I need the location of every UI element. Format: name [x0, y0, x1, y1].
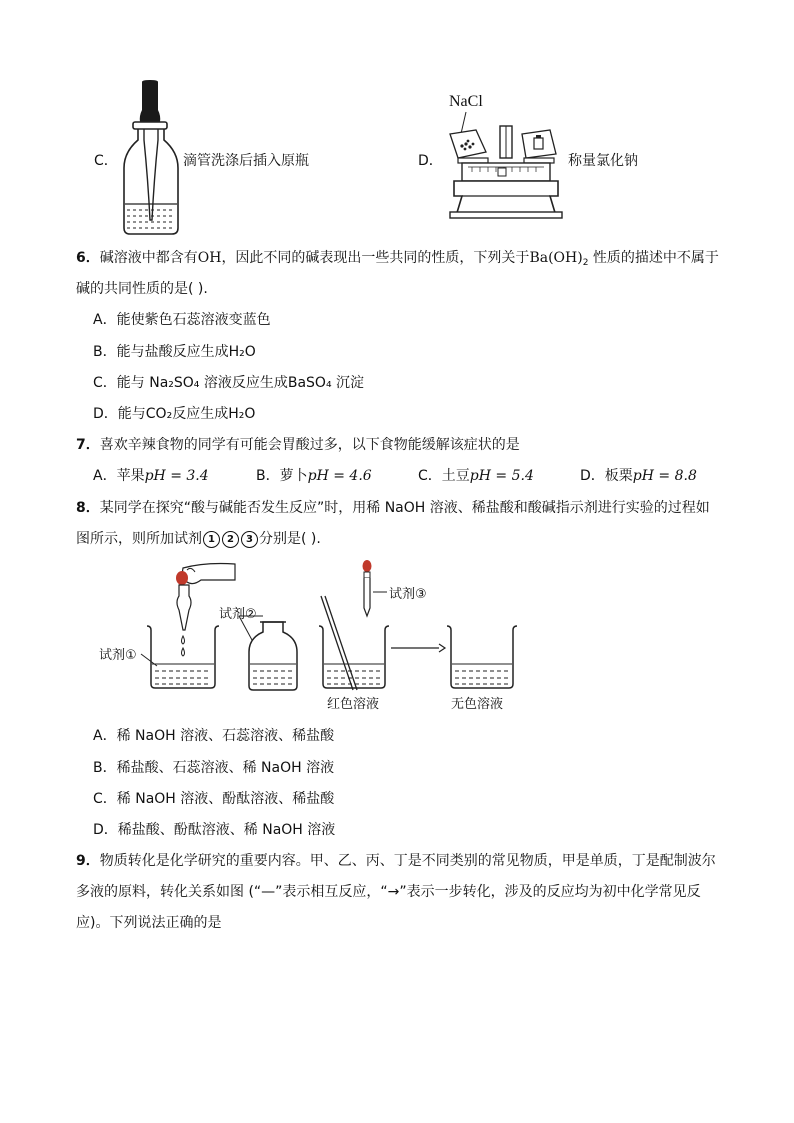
q6-option-b[interactable]: B．能与盐酸反应生成H₂O: [93, 344, 256, 360]
circled-3: 3: [241, 531, 258, 548]
q9-number: 9．: [76, 853, 100, 869]
colorless-solution-label: 无色溶液: [451, 697, 504, 712]
q6-text-a: 碱溶液中都含有: [99, 250, 198, 266]
q8-text-2a: 图所示，则所加试剂: [76, 531, 202, 547]
q7-option-d[interactable]: D．板栗pH = 8.8: [580, 468, 697, 484]
q7-option-c[interactable]: C．土豆pH = 5.4: [418, 468, 534, 484]
oh-formula: OH: [197, 250, 222, 266]
q8-stem-line1: [76, 498, 710, 518]
q7-stem: [76, 435, 520, 455]
q6-stem-line1: [76, 248, 719, 273]
q5-option-c-text: 滴管洗涤后插入原瓶: [183, 153, 309, 169]
q7-option-b[interactable]: B．萝卜pH = 4.6: [256, 468, 372, 484]
q6-number: 6．: [76, 250, 100, 266]
reagent-bottle-2: [249, 622, 297, 690]
dropper-bottle-illustration: [118, 80, 184, 238]
q8-text-1: 某同学在探究“酸与碱能否发生反应”时，用稀 NaOH 溶液、稀盐酸和酸碱指示剂进行实验的过程如: [99, 500, 710, 516]
q7-text: 喜欢辛辣食物的同学有可能会胃酸过多，以下食物能缓解该症状的是: [99, 437, 520, 453]
circled-2: 2: [222, 531, 239, 548]
q5-option-d-letter: D．: [418, 153, 443, 169]
nacl-label: NaCl: [449, 93, 483, 110]
glass-rod: [321, 596, 353, 690]
q5-option-c-letter: C．: [94, 153, 118, 169]
q6-option-a[interactable]: A．能使紫色石蕊溶液变蓝色: [93, 312, 271, 328]
q8-option-d[interactable]: D．稀盐酸、酚酞溶液、稀 NaOH 溶液: [93, 822, 336, 838]
reagent-3-label: 试剂③: [389, 587, 427, 602]
q8-stem-line2: [76, 529, 321, 549]
baoh-formula: Ba(OH): [529, 250, 583, 266]
red-dropper-bulb-1: [176, 571, 188, 585]
q9-stem-line1: [76, 851, 716, 871]
q6-text-b: ，因此不同的碱表现出一些共同的性质，下列关于: [221, 250, 530, 266]
q8-option-c[interactable]: C．稀 NaOH 溶液、酚酞溶液、稀盐酸: [93, 791, 335, 807]
q8-option-b[interactable]: B．稀盐酸、石蕊溶液、稀 NaOH 溶液: [93, 760, 335, 776]
q6-option-d[interactable]: D．能与CO₂反应生成H₂O: [93, 406, 256, 422]
q7-number: 7．: [76, 437, 100, 453]
q9-text-1: 物质转化是化学研究的重要内容。甲、乙、丙、丁是不同类别的常见物质，甲是单质，丁是配制波尔: [99, 853, 716, 869]
q9-stem-line3: 应)。下列说法正确的是: [76, 915, 222, 931]
reagent-1-label: 试剂①: [99, 648, 137, 663]
q6-stem-line2: 碱的共同性质的是( ).: [76, 281, 208, 297]
q5-option-d-text: 称量氯化钠: [568, 153, 638, 169]
reagent-2-label: 试剂②: [219, 607, 257, 622]
q8-option-a[interactable]: A．稀 NaOH 溶液、石蕊溶液、稀盐酸: [93, 728, 335, 744]
beaker-3: [319, 626, 389, 688]
q9-stem-line2: 多液的原料，转化关系如图 (“—”表示相互反应，“→”表示一步转化，涉及的反应均为初中化学常见反: [76, 884, 701, 900]
baoh-subscript: 2: [582, 258, 589, 268]
q6-option-c[interactable]: C．能与 Na₂SO₄ 溶液反应生成BaSO₄ 沉淀: [93, 375, 365, 391]
q7-option-a[interactable]: A．苹果pH = 3.4: [93, 468, 209, 484]
balance-scale-illustration: [446, 112, 566, 220]
q6-text-c: 性质的描述中不属于: [592, 250, 719, 266]
q8-text-2b: 分别是( ).: [259, 531, 321, 547]
red-solution-label: 红色溶液: [327, 697, 380, 712]
hand-illustration: [183, 564, 236, 584]
red-dropper-bulb-3: [363, 560, 372, 572]
circled-1: 1: [203, 531, 220, 548]
q8-number: 8．: [76, 500, 100, 516]
beaker-4: [447, 626, 517, 688]
